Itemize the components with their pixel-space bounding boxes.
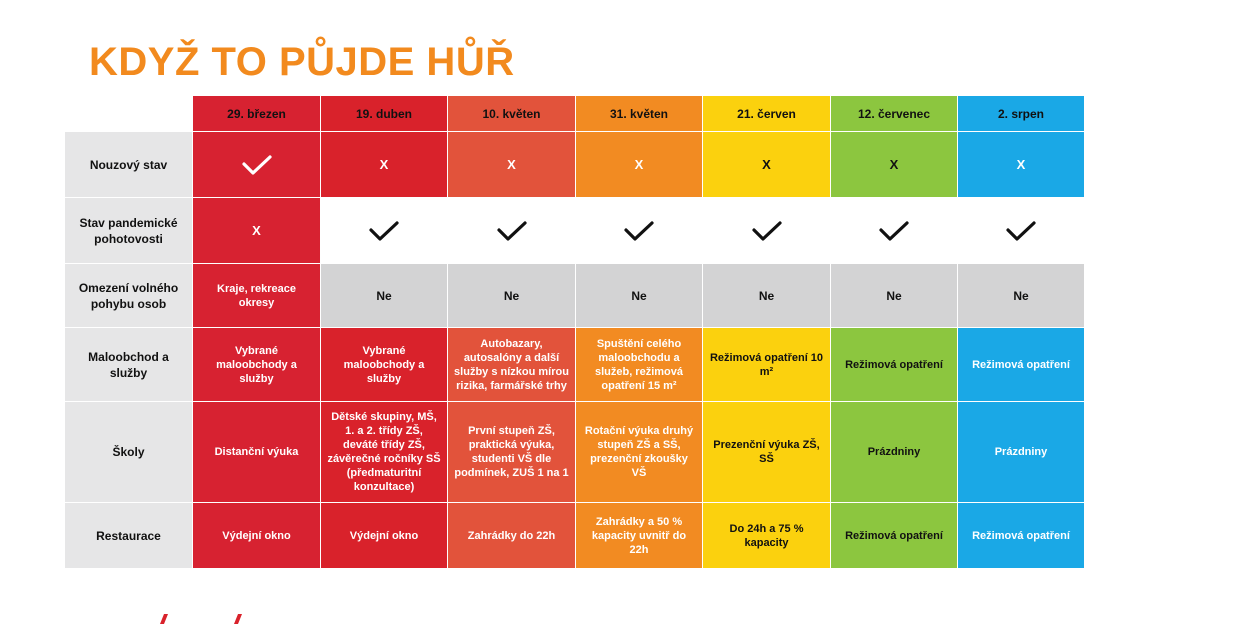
- measures-table: [64, 95, 1085, 569]
- table-cell-x: X: [193, 198, 321, 264]
- table-cell-check: [703, 198, 831, 264]
- row-label: Nouzový stav: [65, 132, 193, 198]
- row-maloobchod: [65, 328, 1085, 402]
- row-label: Maloobchod a služby: [65, 328, 193, 402]
- check-icon: [878, 220, 910, 242]
- column-header-date: 19. duben: [321, 96, 448, 132]
- check-icon: [241, 154, 273, 176]
- check-icon: [368, 220, 400, 242]
- column-header-date: 21. červen: [703, 96, 831, 132]
- corner-cell: [65, 96, 193, 132]
- row-skoly: [65, 402, 1085, 503]
- table-cell-x: X: [321, 132, 448, 198]
- table-cell: Vybrané maloobchody a služby: [321, 328, 448, 402]
- table-cell: Výdejní okno: [321, 503, 448, 569]
- table-cell: První stupeň ZŠ, praktická výuka, studenti VŠ dle podmínek, ZUŠ 1 na 1: [448, 402, 576, 503]
- table-cell-check: [831, 198, 958, 264]
- table-cell: Distanční výuka: [193, 402, 321, 503]
- table-cell: Zahrádky do 22h: [448, 503, 576, 569]
- table-cell: Ne: [576, 264, 703, 328]
- check-icon: [496, 220, 528, 242]
- table-cell: Kraje, rekreace okresy: [193, 264, 321, 328]
- table-cell-x: X: [576, 132, 703, 198]
- table-cell: Ne: [958, 264, 1085, 328]
- column-header-date: 10. květen: [448, 96, 576, 132]
- row-label: Školy: [65, 402, 193, 503]
- table-cell-x: X: [958, 132, 1085, 198]
- column-header-date: 2. srpen: [958, 96, 1085, 132]
- table-cell-check: [448, 198, 576, 264]
- table-cell: Prázdniny: [831, 402, 958, 503]
- row-label: Omezení volného pohybu osob: [65, 264, 193, 328]
- table-cell: Ne: [448, 264, 576, 328]
- row-label: Restaurace: [65, 503, 193, 569]
- table-cell-x: X: [448, 132, 576, 198]
- row-nouzovy-stav: [65, 132, 1085, 198]
- table-cell: Ne: [831, 264, 958, 328]
- check-icon: [1005, 220, 1037, 242]
- table-cell: Režimová opatření 10 m²: [703, 328, 831, 402]
- table-cell: Autobazary, autosalóny a další služby s nízkou mírou rizika, farmářské trhy: [448, 328, 576, 402]
- table-cell: Vybrané maloobchody a služby: [193, 328, 321, 402]
- table-cell: Rotační výuka druhý stupeň ZŠ a SŠ, prezenční zkoušky VŠ: [576, 402, 703, 503]
- table-cell: Režimová opatření: [831, 503, 958, 569]
- row-omezeni-pohybu: [65, 264, 1085, 328]
- table-cell-x: X: [831, 132, 958, 198]
- column-header-date: 31. květen: [576, 96, 703, 132]
- header-row: [65, 96, 1085, 132]
- table-cell: Režimová opatření: [958, 503, 1085, 569]
- table-cell-check: [576, 198, 703, 264]
- table-cell-check: [193, 132, 321, 198]
- next-title-fragment: [150, 612, 270, 624]
- table-cell: Režimová opatření: [958, 328, 1085, 402]
- column-header-date: 12. červenec: [831, 96, 958, 132]
- table-cell: Zahrádky a 50 % kapacity uvnitř do 22h: [576, 503, 703, 569]
- table-cell: Dětské skupiny, MŠ, 1. a 2. třídy ZŠ, deváté třídy ZŠ, závěrečné ročníky SŠ (předmaturitní konzultace): [321, 402, 448, 503]
- table-cell: Režimová opatření: [831, 328, 958, 402]
- table-cell: Ne: [321, 264, 448, 328]
- page-title: KDYŽ TO PŮJDE HŮŘ: [89, 40, 515, 84]
- check-icon: [751, 220, 783, 242]
- row-stav-pandemicke-pohotovosti: [65, 198, 1085, 264]
- table-cell: Spuštění celého maloobchodu a služeb, režimová opatření 15 m²: [576, 328, 703, 402]
- table-cell-x: X: [703, 132, 831, 198]
- table-cell: Prázdniny: [958, 402, 1085, 503]
- check-icon: [623, 220, 655, 242]
- table-cell: Výdejní okno: [193, 503, 321, 569]
- table-cell: Ne: [703, 264, 831, 328]
- column-header-date: 29. březen: [193, 96, 321, 132]
- table-cell: Do 24h a 75 % kapacity: [703, 503, 831, 569]
- table-cell-check: [321, 198, 448, 264]
- table-cell: Prezenční výuka ZŠ, SŠ: [703, 402, 831, 503]
- table-cell-check: [958, 198, 1085, 264]
- row-restaurace: [65, 503, 1085, 569]
- row-label: Stav pandemické pohotovosti: [65, 198, 193, 264]
